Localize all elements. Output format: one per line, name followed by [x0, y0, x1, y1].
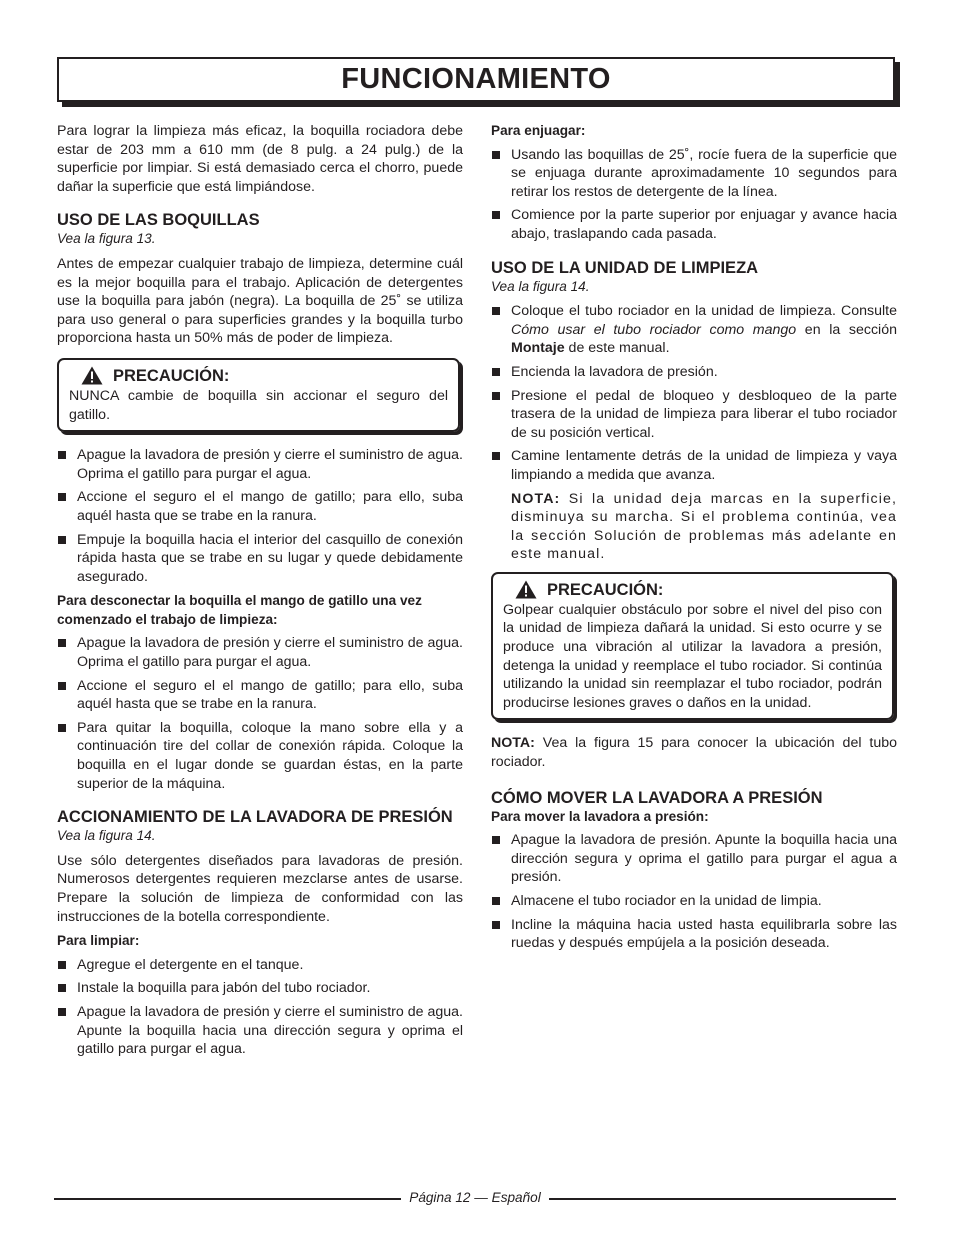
list-item: Instale la boquilla para jabón del tubo rociador.: [57, 979, 463, 998]
square-bullet-icon: [492, 392, 500, 400]
caution-box: [491, 572, 894, 721]
page-title: FUNCIONAMIENTO: [341, 63, 611, 95]
steps-list: [491, 302, 897, 484]
section-reference: Montaje: [511, 340, 565, 357]
list-item: Comience por la parte superior por enjuagar y avance hacia abajo, traslapando cada pasada.: [491, 206, 897, 243]
square-bullet-icon: [492, 368, 500, 376]
intro-paragraph: Para lograr la limpieza más eficaz, la boquilla rociadora debe estar de 203 mm a 610 mm (de 8 pulg. a 24 pulg.) de la superficie por limpiar. Si está demasiado cerca el chorro, puede dañar la superficie que está limpiándose.: [57, 123, 463, 195]
square-bullet-icon: [492, 452, 500, 460]
caution-title: PRECAUCIÓN:: [547, 580, 664, 599]
warning-triangle-icon: [81, 366, 103, 385]
steps-list: [57, 956, 463, 1059]
square-bullet-icon: [492, 836, 500, 844]
steps-list: [491, 146, 897, 244]
list-item: Apague la lavadora de presión y cierre el suministro de agua. Apunte la boquilla hacia una dirección segura y oprima el gatillo para purgar el agua.: [57, 1003, 463, 1059]
section-heading-operation: ACCIONAMIENTO DE LA LAVADORA DE PRESIÓN: [57, 808, 453, 827]
section-heading-moving: CÓMO MOVER LA LAVADORA A PRESIÓN: [491, 788, 823, 807]
list-item: Para quitar la boquilla, coloque la mano sobre ella y a continuación tire del collar de conexión rápida. Coloque la boquilla en el lugar donde se guardan éstas, en la parte superior de la máquina.: [57, 719, 463, 793]
square-bullet-icon: [58, 682, 66, 690]
list-item: Camine lentamente detrás de la unidad de limpieza y vaya limpiando a medida que avanza.: [491, 447, 897, 484]
figure-reference: Vea la figura 13.: [57, 231, 156, 247]
cross-reference: Cómo usar el tubo rociador como mango: [511, 321, 797, 338]
caution-header: [515, 580, 882, 600]
operation-paragraph: Use sólo detergentes diseñados para lavadoras de presión. Numerosos detergentes requieren mezclarse antes de usarse. Prepare la solución de limpieza de conformidad con las instrucciones de la botella correspondiente.: [57, 852, 463, 925]
list-item: Accione el seguro el el mango de gatillo; para ello, suba aquél hasta que se trabe en la ranura.: [57, 677, 463, 714]
square-bullet-icon: [492, 211, 500, 219]
caution-box: [57, 358, 460, 432]
list-item: Encienda la lavadora de presión.: [491, 363, 897, 382]
clean-subheading: Para limpiar:: [57, 933, 140, 949]
square-bullet-icon: [58, 639, 66, 647]
square-bullet-icon: [58, 724, 66, 732]
square-bullet-icon: [492, 921, 500, 929]
left-column: [57, 122, 463, 1064]
steps-list: [57, 446, 463, 586]
note-paragraph: NOTA: Vea la figura 15 para conocer la ubicación del tubo rociador.: [491, 735, 897, 771]
caution-header: [81, 366, 448, 386]
list-item: Almacene el tubo rociador en la unidad de limpia.: [491, 892, 897, 911]
caution-text: Golpear cualquier obstáculo por sobre el nivel del piso con la unidad de limpieza dañará la unidad. Si esto ocurre y se produce una vibración al utilizar la lavadora a presión, detenga la unidad y reemplace el tubo rociador. Si continúa utilizando la unidad sin reemplazar el tubo rociador, podrán producirse lesiones graves o daños en la unidad.: [503, 601, 882, 711]
figure-reference: Vea la figura 14.: [491, 278, 590, 294]
list-item: Apague la lavadora de presión y cierre el suministro de agua. Oprima el gatillo para purgar el agua.: [57, 634, 463, 671]
steps-list: [491, 831, 897, 953]
square-bullet-icon: [58, 493, 66, 501]
list-item: Empuje la boquilla hacia el interior del casquillo de conexión rápida hasta que se trabe en su lugar y quede debidamente asegurado.: [57, 531, 463, 587]
caution-text: NUNCA cambie de boquilla sin accionar el seguro del gatillo.: [69, 387, 448, 423]
list-item: Agregue el detergente en el tanque.: [57, 956, 463, 975]
right-column: [491, 122, 897, 958]
list-item: Incline la máquina hacia usted hasta equilibrarla sobre las ruedas y después empújela a la posición deseada.: [491, 916, 897, 953]
nozzles-paragraph: Antes de empezar cualquier trabajo de limpieza, determine cuál es la mejor boquilla para el trabajo. Aplicación de detergentes use la boquilla para jabón (negra). La boquilla de 25˚ se utiliza para uso general o para superficies grandes y la boquilla turbo proporciona hasta un 50% más de poder de limpieza.: [57, 255, 463, 347]
square-bullet-icon: [58, 1008, 66, 1016]
figure-reference: Vea la figura 14.: [57, 828, 156, 844]
warning-triangle-icon: [515, 580, 537, 599]
square-bullet-icon: [492, 151, 500, 159]
note-paragraph: NOTA: Si la unidad deja marcas en la superficie, disminuya su marcha. Si el problema continúa, vea la sección Solución de problemas más adelante en este manual.: [511, 490, 897, 563]
section-heading-nozzles: USO DE LAS BOQUILLAS: [57, 211, 260, 230]
square-bullet-icon: [58, 451, 66, 459]
list-item: Apague la lavadora de presión. Apunte la boquilla hacia una dirección segura y oprima el gatillo para purgar el agua a presión.: [491, 831, 897, 887]
steps-list: [57, 634, 463, 793]
section-heading-cleaning-unit: USO DE LA UNIDAD DE LIMPIEZA: [491, 258, 759, 277]
disconnect-subheading: Para desconectar la boquilla el mango de gatillo una vez comenzado el trabajo de limpieza:: [57, 593, 422, 627]
square-bullet-icon: [58, 961, 66, 969]
caution-title: PRECAUCIÓN:: [113, 366, 230, 385]
list-item: Usando las boquillas de 25˚, rocíe fuera de la superficie que se enjuaga durante aproximadamente 10 segundos para retirar los restos de detergente de la línea.: [491, 146, 897, 202]
square-bullet-icon: [492, 897, 500, 905]
square-bullet-icon: [58, 984, 66, 992]
list-item: Presione el pedal de bloqueo y desbloqueo de la parte trasera de la unidad de limpieza para liberar el tubo rociador de su posición vertical.: [491, 387, 897, 443]
move-subheading: Para mover la lavadora a presión:: [491, 808, 709, 824]
page-title-box: [57, 57, 895, 102]
list-item: Apague la lavadora de presión y cierre el suministro de agua. Oprima el gatillo para purgar el agua.: [57, 446, 463, 483]
list-item: Accione el seguro el el mango de gatillo; para ello, suba aquél hasta que se trabe en la ranura.: [57, 488, 463, 525]
page-number: Página 12 — Español: [401, 1190, 549, 1205]
page-footer: [54, 1188, 896, 1208]
square-bullet-icon: [58, 536, 66, 544]
rinse-subheading: Para enjuagar:: [491, 123, 586, 138]
square-bullet-icon: [492, 307, 500, 315]
list-item: Coloque el tubo rociador en la unidad de limpieza. Consulte Cómo usar el tubo rociador como mango en la sección Montaje de este manual.: [491, 302, 897, 358]
